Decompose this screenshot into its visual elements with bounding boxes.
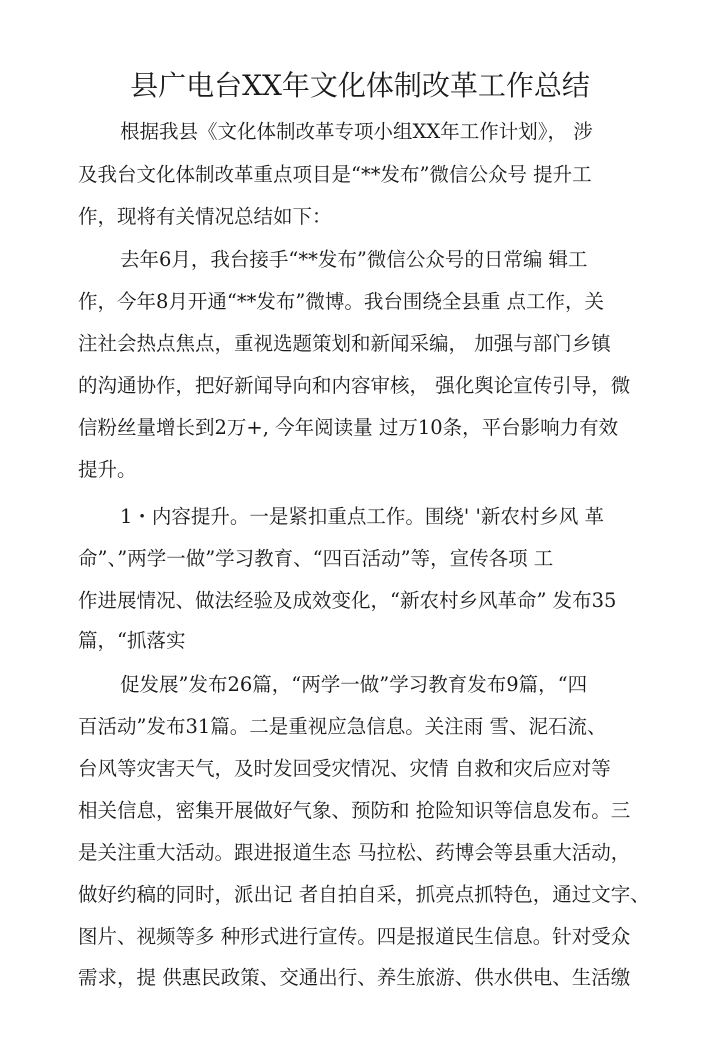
paragraph-line: 及我台文化体制改革重点项目是“**发布”微信公众号 提升工 [78,163,592,186]
paragraph-line: 信粉丝量增长到2万+, 今年阅读量 过万10条，平台影响力有效 [78,416,619,439]
paragraph-line: 需求，提 供惠民政策、交通出行、养生旅游、供水供电、生活缴 [78,966,631,989]
paragraph-line: 去年6月，我台接手“**发布”微信公众号的日常编 辑工 [120,248,588,271]
paragraph-line: 促发展”发布26篇，“两学一做”学习教育发布9篇，“四 [120,673,588,696]
paragraph-line: 台风等灾害天气，及时发回受灾情况、灾情 自救和灾后应对等 [78,757,611,780]
paragraph-line: 作，今年8月开通“**发布”微博。我台围绕全县重 点工作，关 [78,290,605,313]
document-title: 县广电台XX年文化体制改革工作总结 [130,69,590,102]
paragraph-line: 作，现将有关情况总结如下： [78,205,332,228]
paragraph-line: 根据我县《文化体制改革专项小组XX年工作计划》， 涉 [120,120,593,143]
paragraph-line: 注社会热点焦点，重视选题策划和新闻采编， 加强与部门乡镇 [78,332,611,355]
paragraph-line: 提升。 [78,458,137,481]
paragraph-line: 做好约稿的同时，派出记 者自拍自采，抓亮点抓特色，通过文字、 [78,883,650,906]
paragraph-line: 相关信息，密集开展做好气象、预防和 抢险知识等信息发布。三 [78,799,631,822]
paragraph-line: 命”、”两学一做”学习教育、“四百活动”等，宣传各项 工 [78,547,554,570]
paragraph-line: 是关注重大活动。跟进报道生态 马拉松、药博会等县重大活动， [78,841,631,864]
paragraph-line: 的沟通协作，把好新闻导向和内容审核， 强化舆论宣传引导，微 [78,374,631,397]
paragraph-line: 1・内容提升。一是紧扣重点工作。围绕' '新农村乡风 革 [120,505,605,528]
paragraph-line: 百活动”发布31篇。二是重视应急信息。关注雨 雪、泥石流、 [78,715,607,738]
paragraph-line: 图片、视频等多 种形式进行宣传。四是报道民生信息。针对受众 [78,925,631,948]
paragraph-line: 作进展情况、做法经验及成效变化，“新农村乡风革命” 发布35 [78,589,617,612]
paragraph-line: 篇，“抓落实 [78,629,186,652]
